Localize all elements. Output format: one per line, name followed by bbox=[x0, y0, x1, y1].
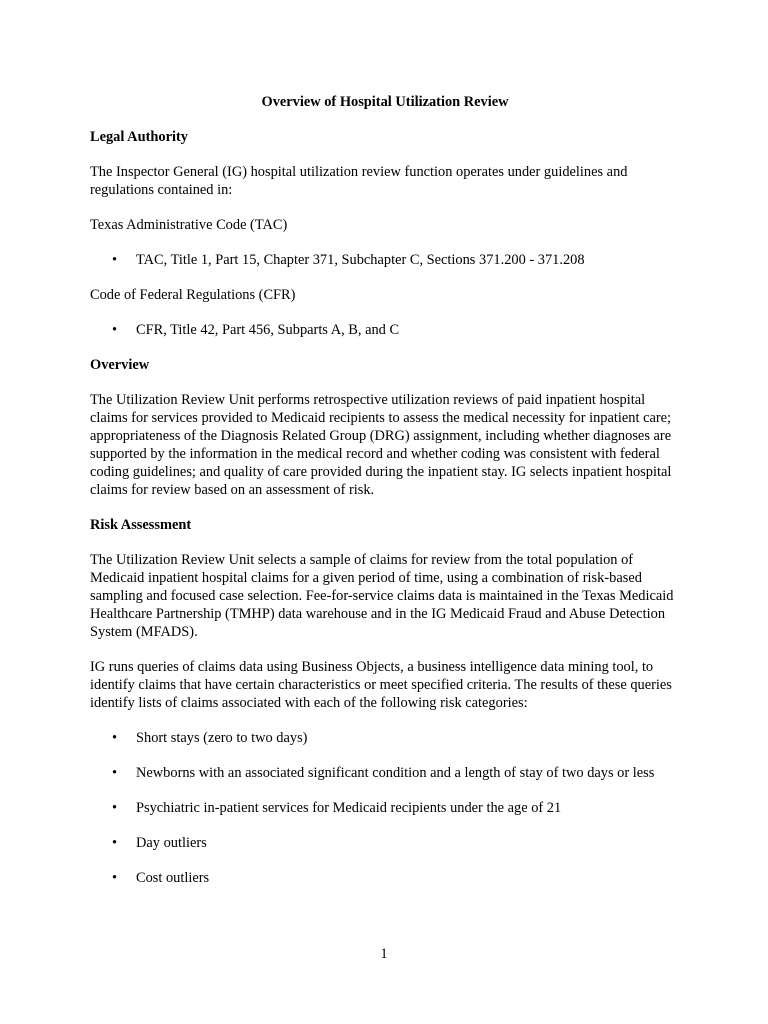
list-item-text: CFR, Title 42, Part 456, Subparts A, B, and C bbox=[136, 322, 400, 338]
list-item-text: Day outliers bbox=[136, 835, 207, 851]
cfr-label: Code of Federal Regulations (CFR) bbox=[90, 287, 296, 303]
document-body bbox=[90, 93, 680, 887]
bullet-icon: • bbox=[112, 765, 118, 781]
tac-list bbox=[90, 251, 680, 269]
bullet-icon: • bbox=[112, 870, 118, 886]
bullet-icon: • bbox=[112, 252, 118, 268]
list-item bbox=[90, 834, 680, 852]
bullet-icon: • bbox=[112, 800, 118, 816]
risk-paragraph-2: IG runs queries of claims data using Business Objects, a business intelligence data mining tool, to identify claims that have certain characteristics or meet specified criteria. The results of these queries identify lists of claims associated with each of the following risk categories: bbox=[90, 659, 672, 711]
list-item bbox=[90, 764, 680, 782]
tac-label: Texas Administrative Code (TAC) bbox=[90, 217, 288, 233]
bullet-icon: • bbox=[112, 835, 118, 851]
bullet-icon: • bbox=[112, 322, 118, 338]
overview-heading: Overview bbox=[90, 357, 150, 373]
legal-authority-intro: The Inspector General (IG) hospital utilization review function operates under guidelines and regulations contained in: bbox=[90, 164, 628, 198]
cfr-list bbox=[90, 321, 680, 339]
list-item bbox=[90, 799, 680, 817]
list-item-text: Short stays (zero to two days) bbox=[136, 730, 308, 746]
risk-category-list bbox=[90, 729, 680, 887]
risk-assessment-heading: Risk Assessment bbox=[90, 517, 192, 533]
list-item bbox=[90, 869, 680, 887]
list-item bbox=[90, 251, 680, 269]
list-item-text: Newborns with an associated significant condition and a length of stay of two days or less bbox=[136, 765, 655, 781]
bullet-icon: • bbox=[112, 730, 118, 746]
list-item bbox=[90, 321, 680, 339]
list-item-text: TAC, Title 1, Part 15, Chapter 371, Subchapter C, Sections 371.200 - 371.208 bbox=[136, 252, 585, 268]
page-number: 1 bbox=[380, 946, 388, 962]
risk-paragraph-1: The Utilization Review Unit selects a sample of claims for review from the total population of Medicaid inpatient hospital claims for a given period of time, using a combination of risk-based sampling and focused case selection. Fee-for-service claims data is maintained in the Texas Medicaid Healthcare Partnership (TMHP) data warehouse and in the IG Medicaid Fraud and Abuse Detection System (MFADS). bbox=[90, 552, 674, 640]
document-title: Overview of Hospital Utilization Review bbox=[261, 94, 509, 110]
list-item-text: Cost outliers bbox=[136, 870, 210, 886]
list-item bbox=[90, 729, 680, 747]
overview-paragraph: The Utilization Review Unit performs retrospective utilization reviews of paid inpatient hospital claims for services provided to Medicaid recipients to assess the medical necessity for inpatient care; appropriateness of the Diagnosis Related Group (DRG) assignment, including whether diagnoses are supported by the information in the medical record and whether coding was consistent with federal coding guidelines; and quality of care provided during the inpatient stay. IG selects inpatient hospital claims for review based on an assessment of risk. bbox=[90, 392, 672, 498]
list-item-text: Psychiatric in-patient services for Medicaid recipients under the age of 21 bbox=[136, 800, 562, 816]
legal-authority-heading: Legal Authority bbox=[90, 129, 188, 145]
